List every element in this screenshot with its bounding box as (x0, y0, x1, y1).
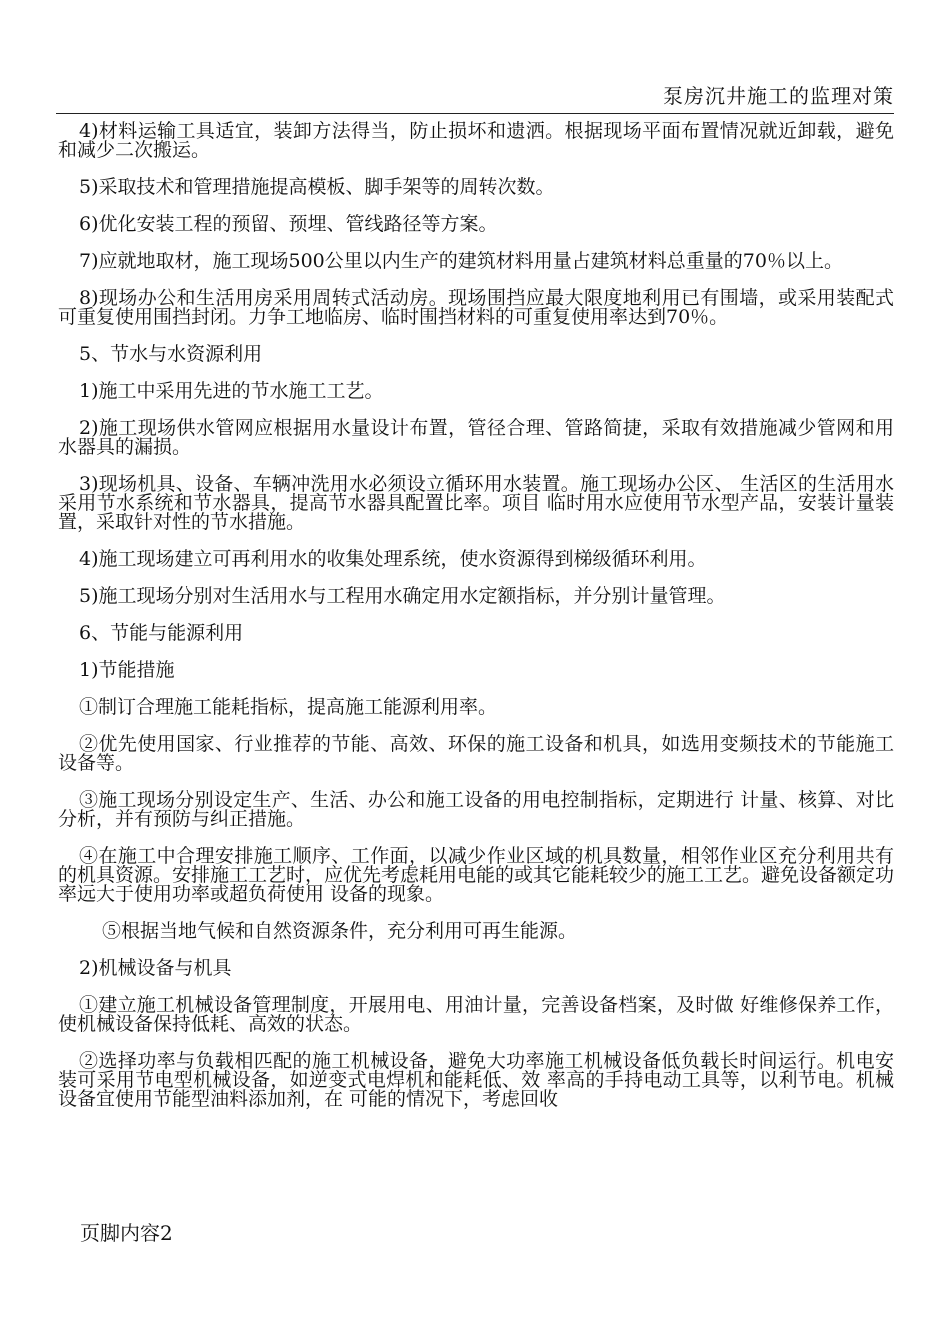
subsection-heading-energy-measures: 1)节能措施 (79, 659, 175, 681)
paragraph-item-6: 6)优化安装工程的预留、预埋、管线路径等方案。 (79, 213, 498, 235)
paragraph-energy-5: ⑤根据当地气候和自然资源条件，充分利用可再生能源。 (102, 920, 578, 942)
paragraph-energy-1: ①制订合理施工能耗指标，提高施工能源利用率。 (79, 696, 498, 718)
paragraph-water-1: 1)施工中采用先进的节水施工工艺。 (79, 380, 384, 402)
paragraph-energy-2: ②优先使用国家、行业推荐的节能、高效、环保的施工设备和机具，如选用变频技术的节能施工设备等。 (58, 733, 894, 774)
section-heading-water: 5、节水与水资源利用 (79, 343, 263, 365)
paragraph-water-2: 2)施工现场供水管网应根据用水量设计布置，管径合理、管路简捷，采取有效措施减少管网和用水器具的漏损。 (58, 417, 894, 458)
subsection-heading-machinery: 2)机械设备与机具 (79, 957, 232, 979)
paragraph-water-4: 4)施工现场建立可再利用水的收集处理系统，使水资源得到梯级循环利用。 (79, 548, 707, 570)
paragraph-item-7: 7)应就地取材，施工现场500公里以内生产的建筑材料用量占建筑材料总重量的70％以上。 (79, 250, 843, 272)
paragraph-energy-3: ③施工现场分别设定生产、生活、办公和施工设备的用电控制指标，定期进行 计量、核算、对比分析，并有预防与纠正措施。 (58, 789, 894, 830)
page-footer: 页脚内容2 (80, 1221, 173, 1245)
paragraph-item-8: 8)现场办公和生活用房采用周转式活动房。现场围挡应最大限度地利用已有围墙，或采用装配式可重复使用围挡封闭。力争工地临房、临时围挡材料的可重复使用率达到70％。 (58, 287, 894, 328)
paragraph-item-4: 4)材料运输工具适宜，装卸方法得当，防止损坏和遗洒。根据现场平面布置情况就近卸载，避免和减少二次搬运。 (58, 120, 894, 161)
document-body (58, 122, 894, 1127)
header-divider (56, 113, 894, 114)
paragraph-energy-4: ④在施工中合理安排施工顺序、工作面，以减少作业区域的机具数量，相邻作业区充分利用共有的机具资源。安排施工工艺时，应优先考虑耗用电能的或其它能耗较少的施工工艺。避免设备额定功率远大于使用功率或超负荷使用 设备的现象。 (58, 845, 895, 905)
section-heading-energy: 6、节能与能源利用 (79, 622, 244, 644)
paragraph-water-5: 5)施工现场分别对生活用水与工程用水确定用水定额指标，并分别计量管理。 (79, 585, 726, 607)
page-header-title: 泵房沉井施工的监理对策 (663, 84, 894, 108)
paragraph-machinery-2: ②选择功率与负载相匹配的施工机械设备，避免大功率施工机械设备低负载长时间运行。机电安装可采用节电型机械设备，如逆变式电焊机和能耗低、效 率高的手持电动工具等，以利节电。机械设备宜使用节能型油料添加剂，在 可能的情况下，考虑回收 (58, 1050, 894, 1110)
paragraph-item-5: 5)采取技术和管理措施提高模板、脚手架等的周转次数。 (79, 176, 555, 198)
paragraph-water-3: 3)现场机具、设备、车辆冲洗用水必须设立循环用水装置。施工现场办公区、 生活区的生活用水采用节水系统和节水器具，提高节水器具配置比率。项目 临时用水应使用节水型产品，安装计量装置，采取针对性的节水措施。 (58, 473, 894, 533)
paragraph-machinery-1: ①建立施工机械设备管理制度，开展用电、用油计量，完善设备档案，及时做 好维修保养工作，使机械设备保持低耗、高效的状态。 (58, 994, 894, 1035)
